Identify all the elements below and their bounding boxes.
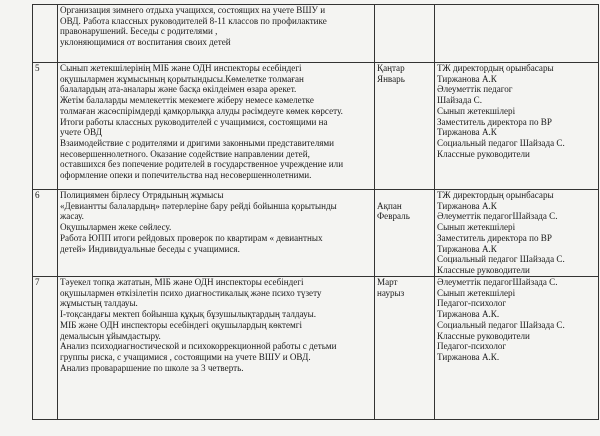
text-line: Тиржанова А.К xyxy=(437,73,497,84)
text-line: Классные руководители xyxy=(437,330,530,341)
text-line: Социальный педагог Шайзада С. xyxy=(437,254,565,265)
activity-cell xyxy=(58,190,375,277)
text-line: ТЖ директордың орынбасары xyxy=(437,63,554,73)
text-line: Март xyxy=(377,277,398,287)
text-line: Работа ЮПП итоги рейдовых проверок по квартирам « девиантных xyxy=(60,232,323,243)
text-line: Оқушылармен жеке сөйлесу. xyxy=(60,222,172,233)
term-cell xyxy=(375,277,435,420)
text-line: Тәуекел топқа жататын, МІБ және ОДН инспекторы есебіндегі xyxy=(60,277,304,287)
responsible-cell xyxy=(435,277,599,420)
text-line: наурыз xyxy=(377,287,405,298)
table-row xyxy=(33,63,599,190)
text-line: Әлеуметтік педагогШайзада С. xyxy=(437,211,558,222)
text-line: Заместитель директора по ВР xyxy=(437,232,552,243)
text-line: ОВД. Работа классных руководителей 8-11 классов по профилактике xyxy=(60,15,327,26)
text-line: Тиржанова А.К xyxy=(437,243,497,254)
text-line: Заместитель директора по ВР xyxy=(437,116,552,127)
text-line: Сынып жетекшілерінің МІБ және ОДН инспекторы есебіндегі xyxy=(60,63,302,73)
text-line: ТЖ директордың орынбасары xyxy=(437,190,554,200)
text-line: Сынып жетекшілері xyxy=(437,105,516,116)
text-line: Тиржанова А.К xyxy=(437,127,497,138)
text-line: Қаңтар xyxy=(377,63,405,73)
text-line: Социальный педагог Шайзада С. xyxy=(437,319,565,330)
text-line: Әлеуметтік педагог xyxy=(437,84,513,95)
row-number: 7 xyxy=(33,277,58,420)
text-line: Тиржанова А.К. xyxy=(437,309,500,320)
text-line: Педагог-психолог xyxy=(437,341,507,352)
text-line: Әлеуметтік педагогШайзада С. xyxy=(437,277,558,287)
text-line: Организация зимнего отдыха учащихся, состоящих на учете ВШУ и xyxy=(60,5,326,15)
text-line: МІБ және ОДН инспекторы есебіндегі оқушылардың көктемгі xyxy=(60,319,303,330)
text-line: Педагог-психолог xyxy=(437,298,507,309)
text-line: Тиржанова А.К xyxy=(437,200,497,211)
text-line: учете ОВД xyxy=(60,127,102,138)
text-line: оқушылармен өткізілетін психо диагностикалық және психо түзету xyxy=(60,287,322,298)
responsible-cell xyxy=(435,190,599,277)
activity-cell xyxy=(58,5,375,63)
activity-cell xyxy=(58,277,375,420)
text-line: жасау. xyxy=(60,211,84,222)
text-line: несовершеннолетного. Оказание содействие направлении детей, xyxy=(60,148,310,159)
table-row xyxy=(33,277,599,420)
text-line: Тиржанова А.К. xyxy=(437,352,500,363)
text-line: балалардың ата-аналары және басқа өкілдеімен өзара әрекет. xyxy=(60,84,297,95)
text-line: оқушылармен жұмысының қорытындысы.Көмелетке толмаған xyxy=(60,73,304,84)
text-line: Анализ психодиагностической и психокоррекционной работы с детьми xyxy=(60,341,337,352)
table-row xyxy=(33,190,599,277)
row-number: 6 xyxy=(33,190,58,277)
responsible-cell xyxy=(435,63,599,190)
term-cell xyxy=(375,190,435,277)
text-line: оформление опеки и попечительства над несовершеннолетними. xyxy=(60,170,312,181)
table-row xyxy=(33,5,599,63)
text-line: Январь xyxy=(377,73,405,84)
text-line: детей» Индивидуальные беседы с учащимися. xyxy=(60,243,240,254)
text-line: Классные руководители xyxy=(437,148,530,159)
row-number: 5 xyxy=(33,63,58,190)
text-line: правонарушений. Беседы с родителями , xyxy=(60,26,218,37)
term-cell xyxy=(375,63,435,190)
text-line: Сынып жетекшілері xyxy=(437,287,516,298)
text-line: Взаимодействие с родителями и дригими законными представителями xyxy=(60,138,335,149)
text-line: Социальный педагог Шайзада С. xyxy=(437,138,565,149)
text-line: толмаған жасөспірімдерді қамқорлыққа алуды рәсімдеуге көмек көрсету. xyxy=(60,105,343,116)
text-line: Классные руководители xyxy=(437,265,530,276)
text-line: І-тоқсандағы мектеп бойынша құқық бұзушылықтардың талдауы. xyxy=(60,309,317,320)
text-line xyxy=(377,190,432,201)
text-line: оставшихся без попечение родителей в государственное учреждение или xyxy=(60,159,344,170)
text-line: «Девиантты балалардың» пәтерлеріне бару рейді бойынша қорытынды xyxy=(60,200,337,211)
text-line: жұмыстың талдауы. xyxy=(60,298,138,309)
text-line: уклоняющимися от воспитания своих детей xyxy=(60,37,231,48)
text-line: Итоги работы классных руководителей с учащимися, состоящими на xyxy=(60,116,328,127)
text-line: Сынып жетекшілері xyxy=(437,222,516,233)
text-line: группы риска, с учащимися , состоящими на учете ВШУ и ОВД. xyxy=(60,352,311,363)
term-cell xyxy=(375,5,435,63)
text-line: Полициямен бірлесу Отрядының жұмысы xyxy=(60,190,224,200)
text-line: Шайзада С. xyxy=(437,95,482,106)
text-line: Анализ провараршение по школе за 3 четверть. xyxy=(60,362,244,373)
text-line: Жетім балаларды мемлекеттік мекемеге жіберу немесе кәмелетке xyxy=(60,95,314,106)
activity-cell xyxy=(58,63,375,190)
plan-table xyxy=(32,4,599,420)
row-number xyxy=(33,5,58,63)
text-line: Ақпан xyxy=(377,200,402,211)
responsible-cell xyxy=(435,5,599,63)
text-line: демалысын ұйымдастыру. xyxy=(60,330,161,341)
text-line: Февраль xyxy=(377,211,410,222)
